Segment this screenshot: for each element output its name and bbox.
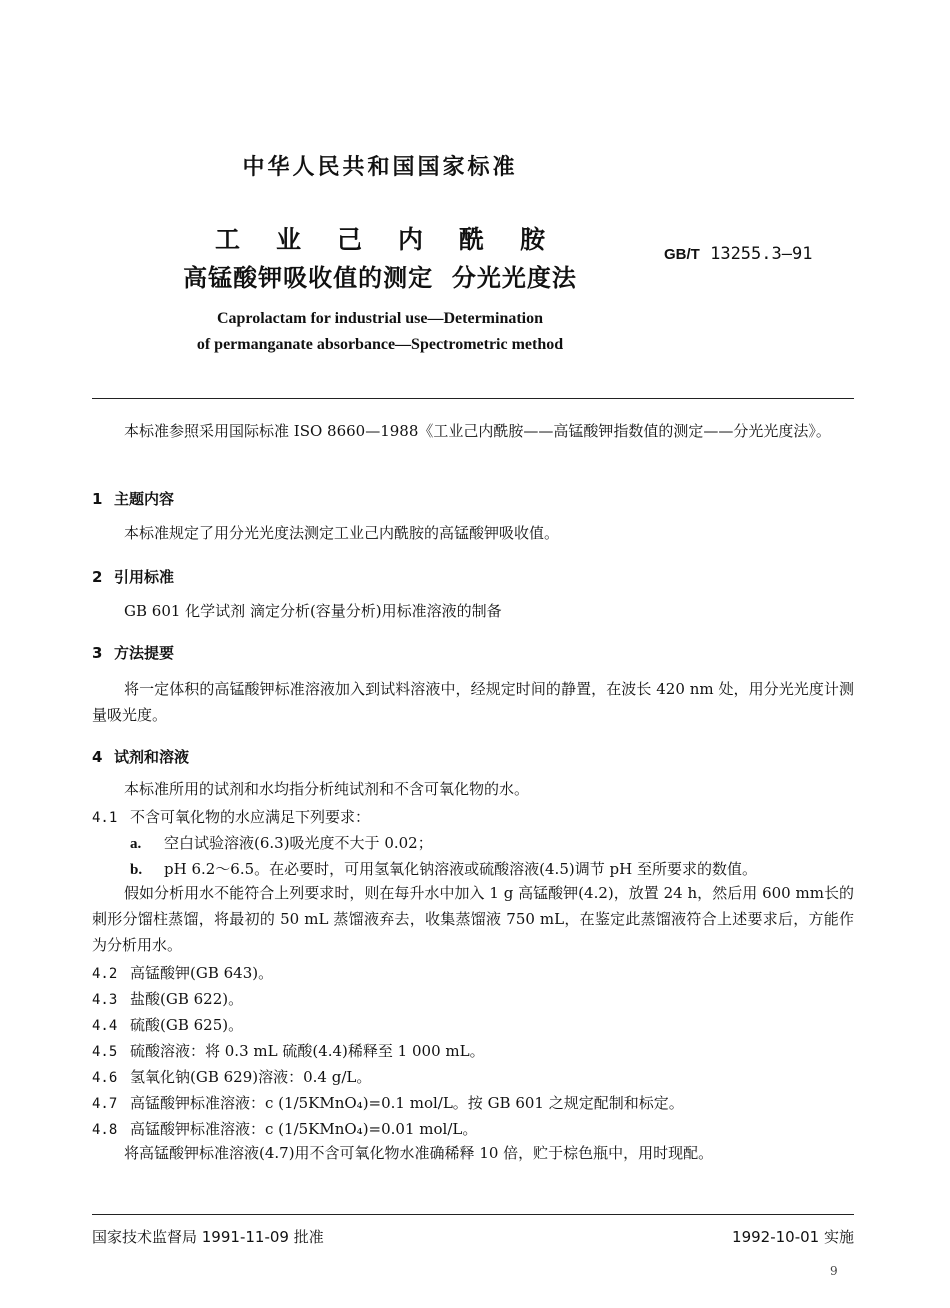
section-4-num: 4: [92, 748, 103, 766]
item-4-5-num: 4.5: [92, 1044, 118, 1060]
item-4-5: [92, 1040, 485, 1061]
section-3-title: 方法提要: [114, 644, 175, 662]
foreword: 本标准参照采用国际标准 ISO 8660—1988《工业己内酰胺——高锰酸钾指数值的测定——分光光度法》。: [124, 422, 831, 440]
section-4-body: 本标准所用的试剂和水均指分析纯试剂和不含可氧化物的水。: [124, 780, 530, 798]
section-2-num: 2: [92, 568, 103, 586]
item-4-1-b-text: pH 6.2～6.5。在必要时，可用氢氧化钠溶液或硫酸溶液(4.5)调节 pH 至所要求的数值。: [164, 860, 757, 878]
item-4-1-a-text: 空白试验溶液(6.3)吸光度不大于 0.02；: [164, 834, 433, 852]
item-4-4: [92, 1014, 243, 1035]
section-1-heading: [92, 488, 174, 509]
national-standard-heading: 中华人民共和国国家标准: [242, 155, 518, 180]
item-4-3-num: 4.3: [92, 992, 118, 1008]
item-4-1-b-label: b.: [130, 862, 143, 878]
section-4-title: 试剂和溶液: [114, 748, 190, 766]
section-3-heading: [92, 642, 174, 663]
item-4-1-text: 不含可氧化物的水应满足下列要求：: [130, 808, 371, 826]
item-4-6-num: 4.6: [92, 1070, 118, 1086]
item-4-8: [92, 1118, 477, 1139]
implementation-date: 1992-10-01 实施: [732, 1228, 854, 1246]
item-4-6: [92, 1066, 371, 1087]
item-4-5-text: 硫酸溶液：将 0.3 mL 硫酸(4.4)稀释至 1 000 mL。: [130, 1042, 485, 1060]
section-1-body: 本标准规定了用分光光度法测定工业己内酰胺的高锰酸钾吸收值。: [124, 524, 560, 542]
title-en-line2: of permanganate absorbance—Spectrometric method: [196, 336, 564, 353]
standard-prefix: GB/T: [664, 246, 700, 263]
header-divider: [92, 398, 854, 399]
title-cn-line1: 工业己内酰胺: [214, 225, 581, 254]
item-4-8-note: 将高锰酸钾标准溶液(4.7)用不含可氧化物水准确稀释 10 倍，贮于棕色瓶中，用时现配。: [124, 1144, 714, 1162]
item-4-7-num: 4.7: [92, 1096, 118, 1112]
section-2-heading: [92, 566, 174, 587]
item-4-3: [92, 988, 243, 1009]
item-4-8-text: 高锰酸钾标准溶液：c (1/5KMnO₄)=0.01 mol/L。: [130, 1120, 478, 1138]
item-4-4-num: 4.4: [92, 1018, 118, 1034]
footer-divider: [92, 1214, 854, 1215]
item-4-2-num: 4.2: [92, 966, 118, 982]
item-4-1-note: 假如分析用水不能符合上列要求时，则在每升水中加入 1 g 高锰酸钾(4.2)，放置 24 h，然后用 600 mm长的刺形分馏柱蒸馏，将最初的 50 mL 蒸馏液弃去，收集蒸馏液 750 mL，在鉴定此蒸馏液符合上述要求后，方能作为分析用水。: [92, 884, 854, 954]
item-4-1-a: [130, 832, 433, 853]
item-4-1-a-label: a.: [130, 836, 142, 852]
item-4-6-text: 氢氧化钠(GB 629)溶液：0.4 g/L。: [130, 1068, 372, 1086]
title-cn-line2: 高锰酸钾吸收值的测定 分光光度法: [183, 264, 577, 292]
title-en-line1: Caprolactam for industrial use—Determination: [216, 310, 544, 327]
section-2-title: 引用标准: [114, 568, 175, 586]
standard-code: 13255.3—91: [710, 244, 813, 264]
item-4-3-text: 盐酸(GB 622)。: [130, 990, 244, 1008]
standard-number: [664, 244, 812, 264]
item-4-2: [92, 962, 273, 983]
approval-date: 国家技术监督局 1991-11-09 批准: [92, 1228, 324, 1246]
section-3-num: 3: [92, 644, 103, 662]
item-4-4-text: 硫酸(GB 625)。: [130, 1016, 244, 1034]
item-4-2-text: 高锰酸钾(GB 643)。: [130, 964, 274, 982]
item-4-1-b: [130, 858, 757, 879]
item-4-7-text: 高锰酸钾标准溶液：c (1/5KMnO₄)=0.1 mol/L。按 GB 601 之规定配制和标定。: [130, 1094, 684, 1112]
section-4-heading: [92, 746, 189, 767]
section-1-title: 主题内容: [114, 490, 175, 508]
section-2-body: GB 601 化学试剂 滴定分析(容量分析)用标准溶液的制备: [124, 602, 502, 620]
item-4-7: [92, 1092, 684, 1113]
item-4-8-num: 4.8: [92, 1122, 118, 1138]
item-4-1: [92, 806, 370, 827]
section-3-body: 将一定体积的高锰酸钾标准溶液加入到试料溶液中，经规定时间的静置，在波长 420 nm 处，用分光光度计测量吸光度。: [92, 680, 854, 724]
item-4-1-num: 4.1: [92, 810, 118, 826]
page-number: 9: [830, 1264, 838, 1278]
section-1-num: 1: [92, 490, 103, 508]
